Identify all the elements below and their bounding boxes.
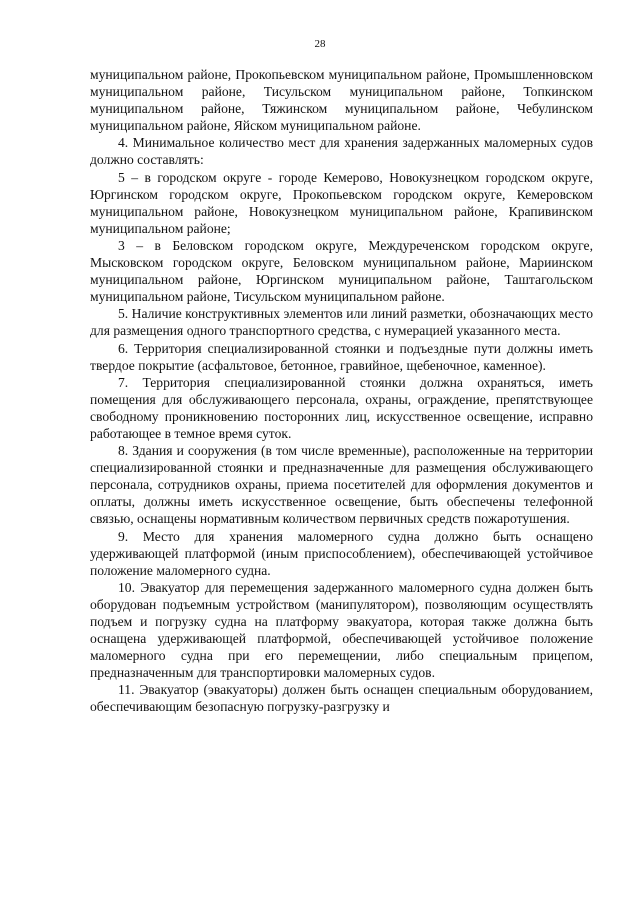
paragraph: 10. Эвакуатор для перемещения задержанного маломерного судна должен быть оборудован подъемным устройством (манипулятором), позволяющим осуществлять подъем и погрузку судна на платформу эвакуатора, которая также должна быть оснащена удерживающей платформой, обеспечивающей устойчивое положение маломерного судна при его перемещении, либо специальным прицепом, предназначенным для транспортировки маломерных судов. bbox=[90, 579, 593, 681]
paragraph: 3 – в Беловском городском округе, Междуреченском городском округе, Мысковском городском округе, Беловском муниципальном районе, Мариинском муниципальном районе, Юргинском муниципальном районе, Таштагольском муниципальном районе, Тисульском муниципальном районе. bbox=[90, 237, 593, 305]
paragraph: 6. Территория специализированной стоянки и подъездные пути должны иметь твердое покрытие (асфальтовое, бетонное, гравийное, щебеночное, каменное). bbox=[90, 340, 593, 373]
document-body bbox=[90, 66, 593, 716]
paragraph: муниципальном районе, Прокопьевском муниципальном районе, Промышленновском муниципальном районе, Тисульском муниципальном районе, Топкинском муниципальном районе, Тяжинском муниципальном районе, Чебулинском муниципальном районе, Яйском муниципальном районе. bbox=[90, 67, 593, 134]
paragraph: 5 – в городском округе - городе Кемерово, Новокузнецком городском округе, Юргинском городском округе, Прокопьевском городском округе, Кемеровском муниципальном районе, Новокузнецком муниципальном районе, Крапивинском муниципальном районе; bbox=[90, 169, 593, 236]
page-number: 28 bbox=[314, 38, 326, 50]
paragraph: 8. Здания и сооружения (в том числе временные), расположенные на территории специализированной стоянки и предназначенные для размещения обслуживающего персонала, сотрудников охраны, приема посетителей для оформления документов и оплаты, должны иметь искусственное освещение, быть обеспечены телефонной связью, оснащены нормативным количеством первичных средств пожаротушения. bbox=[90, 443, 593, 527]
paragraph: 5. Наличие конструктивных элементов или линий разметки, обозначающих место для размещения одного транспортного средства, с нумерацией указанного места. bbox=[90, 306, 593, 339]
paragraph: 7. Территория специализированной стоянки должна охраняться, иметь помещения для обслуживающего персонала, охраны, ограждение, препятствующее свободному проникновению посторонних лиц, искусственное освещение, исправно работающее в темное время суток. bbox=[90, 374, 593, 441]
paragraph: 9. Место для хранения маломерного судна должно быть оснащено удерживающей платформой (иным приспособлением), обеспечивающей устойчивое положение маломерного судна. bbox=[90, 528, 593, 578]
paragraph: 4. Минимальное количество мест для хранения задержанных маломерных судов должно составлять: bbox=[90, 135, 593, 168]
paragraph: 11. Эвакуатор (эвакуаторы) должен быть оснащен специальным оборудованием, обеспечивающим безопасную погрузку-разгрузку и bbox=[90, 682, 593, 715]
